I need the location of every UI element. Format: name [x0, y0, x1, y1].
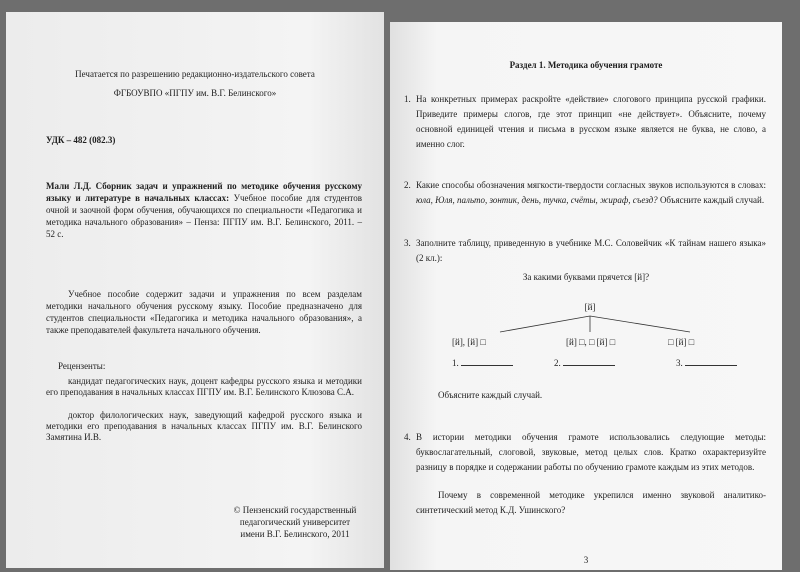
- answer-blank-1-number: 1.: [452, 358, 459, 368]
- reviewers-heading: Рецензенты:: [58, 361, 106, 371]
- task-2-number: 2.: [404, 180, 411, 190]
- task-3-text: Заполните таблицу, приведенную в учебнике М.С. Соловейчик «К тайнам нашего языка» (2 кл.):: [416, 238, 766, 263]
- reviewer-1: кандидат педагогических наук, доцент кафедры русского языка и методики его преподавания в начальных классах ПГПУ им. В.Г. Белинского Клюзова С.А.: [46, 376, 362, 397]
- task-4-number: 4.: [404, 432, 411, 442]
- tree-middle-leaf: [й] □, □ [й] □: [566, 337, 616, 347]
- answer-line-1: [461, 356, 513, 366]
- task-4-text: В истории методики обучения грамоте использовались следующие методы: буквослагательный, слоговой, звуковые, метод целых слов. Кратко охарактеризуйте разницу в порядке и содержании работы по обучению грамоте каждым из этих методов.: [416, 432, 766, 472]
- citation-details: Учебное пособие для студентов очной и заочной форм обучения, обучающихся по специальности «Педагогика и методика начального образования» – Пенза: ПГПУ им. В.Г. Белинского, 2011. – 52 с.: [46, 193, 362, 239]
- copyright-line-3: имени В.Г. Белинского, 2011: [240, 529, 350, 539]
- bibliographic-citation: [46, 180, 362, 240]
- task-1-number: 1.: [404, 94, 411, 104]
- section-title: Раздел 1. Методика обучения грамоте: [509, 60, 663, 70]
- answer-blank-1: [452, 356, 513, 370]
- tree-root: [й]: [584, 302, 596, 312]
- answer-blank-3: [676, 356, 737, 370]
- tree-right-leaf: □ [й] □: [668, 337, 695, 347]
- task-1: [404, 92, 766, 152]
- header-line-2: ФГБОУВПО «ПГПУ им. В.Г. Белинского»: [113, 88, 277, 98]
- letter-tree-diagram: [390, 292, 782, 352]
- publishing-permission: [26, 68, 364, 100]
- task-2-words: юла, Юля, пальто, зонтик, день, тучка, счёты, жираф, съезд?: [416, 195, 658, 205]
- answer-line-3: [685, 356, 737, 366]
- citation-title: Мали Л.Д. Сборник задач и упражнений по методике обучения русскому языку и литературе в начальных классах:: [46, 181, 362, 203]
- task-4: [404, 430, 766, 475]
- answer-blank-2-number: 2.: [554, 358, 561, 368]
- answer-blank-2: [554, 356, 615, 370]
- tree-branch-right: [590, 316, 690, 332]
- reviewer-2: доктор филологических наук, заведующий кафедрой русского языка и методики его преподавания в начальных классах ПГПУ им. В.Г. Белинского Замятина И.В.: [46, 410, 362, 442]
- left-page: [6, 12, 384, 568]
- task-2-text: Какие способы обозначения мягкости-твердости согласных звуков используются в словах:: [416, 180, 766, 190]
- task-1-text: На конкретных примерах раскройте «действие» слогового принципа русской графики. Приведите примеры слогов, где этот принцип «не действует». Объясните, почему основной единицей чтения и письма в русском языке является не буква, не слово, а именно слог.: [416, 94, 766, 149]
- task-4-question: Почему в современной методике укрепился именно звуковой аналитико-синтетический метод К.Д. Ушинского?: [416, 490, 766, 515]
- header-line-1: Печатается по разрешению редакционно-издательского совета: [75, 69, 315, 79]
- answer-blank-3-number: 3.: [676, 358, 683, 368]
- copyright-line-1: © Пензенский государственный: [233, 505, 357, 515]
- explain-each-case: Объясните каждый случай.: [438, 390, 543, 400]
- udk-code: УДК – 482 (082.3): [46, 135, 116, 145]
- task-2-end: Объясните каждый случай.: [659, 195, 765, 205]
- copyright-line-2: педагогический университет: [239, 517, 351, 527]
- answer-line-2: [563, 356, 615, 366]
- task-3-number: 3.: [404, 238, 411, 248]
- page-number: 3: [583, 555, 589, 565]
- task-2: [404, 178, 766, 208]
- copyright-block: [220, 504, 370, 540]
- task-3: [404, 236, 766, 266]
- table-caption: За какими буквами прячется [й]?: [522, 272, 650, 282]
- right-page: [390, 22, 782, 570]
- abstract: Учебное пособие содержит задачи и упражнения по всем разделам методики начального обучения русскому языку. Пособие предназначено для студентов специальности «Педагогика и методика начального образования», а также преподавателей факультета начального обучения.: [46, 289, 362, 335]
- tree-branch-left: [500, 316, 590, 332]
- tree-left-leaf: [й], [й] □: [452, 337, 486, 347]
